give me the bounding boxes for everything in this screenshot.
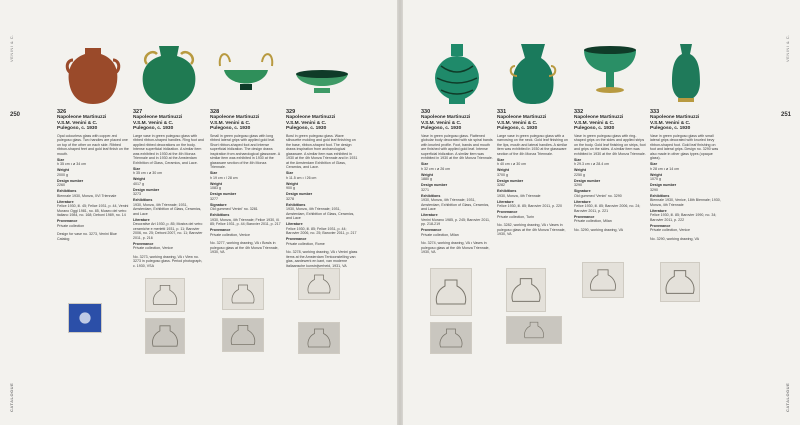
- catalogue-entry: [574, 38, 646, 232]
- entry-description: Large vase in green pulegoso glass with a narrowing on the neck. Gold leaf finishing on the lips, mouth and lateral handles. A similar item was exhibited in 1930 at the glassware section of the 4th Monza Triennale.: [497, 133, 568, 156]
- entry-description: Vase in green pulegoso glass. Flattened globular body decorated with six spiral bands with knurled profile. Foot, bands and mouth are finished with applied gold leaf. Intense superficial iridization. A similar item was exhibited in 1930 at the 4th Monza Triennale.: [421, 133, 493, 161]
- literature-label: Literature: [286, 222, 303, 227]
- entry-number: 330: [421, 109, 431, 115]
- literature-label: Literature: [497, 199, 514, 204]
- design-number-label: Design number: [210, 192, 237, 197]
- vase-photo-shape: [427, 40, 487, 106]
- weight-value: 2250 g: [574, 172, 585, 177]
- entry-maker: V.S.M. Venini & C.: [421, 120, 462, 126]
- provenance-label: Provenance: [497, 210, 518, 215]
- sketch-lines-icon: [661, 263, 699, 301]
- design-number-label: Design number: [497, 178, 524, 183]
- vase-photo-shape: [292, 40, 352, 106]
- exhibitions-label: Exhibitions: [650, 193, 670, 198]
- provenance-value: Private collection, Venice: [133, 246, 173, 251]
- entry-description: Vase in green pulegoso glass with ring-shaped grips on the sides and applied strips on the body. Gold leaf finishing on strips, foot and grips on the sides. A similar item was exhibited in 1930 at the 4th Monza Triennale.: [574, 133, 646, 156]
- design-number-value: 3277: [210, 196, 218, 201]
- size-label: Size: [133, 166, 141, 171]
- literature-label: Exhibitions: [210, 213, 230, 218]
- provenance-value: Private collection, Turin: [497, 214, 535, 219]
- entry-designer: Napoleone Martinuzzi: [57, 115, 107, 120]
- weight-value: 1880 g: [421, 177, 432, 182]
- exhibitions-label: Signature: [574, 189, 591, 194]
- exhibitions-label: Exhibitions: [497, 189, 517, 194]
- vase-photo: [286, 38, 358, 106]
- provenance-value: Private collection, Venice: [210, 232, 250, 237]
- provenance-label: Provenance: [574, 214, 595, 219]
- provenance-label: Provenance: [57, 219, 78, 224]
- sketch-lines-icon: [223, 319, 263, 351]
- archive-photo: [430, 322, 472, 354]
- photo-caption: No. 3282, working drawing, VA • Vases in pulegoso glass at the 4th Monza Triennale, 1930, VA: [497, 223, 566, 237]
- photo-caption: No. 3290, working drawing, VA: [650, 236, 700, 241]
- running-head-right: VENINI & C.: [785, 34, 790, 62]
- exhibitions-value: Biennale 1930, Monza, XVI Triennale: [57, 193, 117, 198]
- weight-value: 1083 g: [210, 186, 221, 191]
- size-label: Size: [210, 171, 218, 176]
- weight-label: Weight: [286, 181, 298, 186]
- entry-maker: V.S.M. Venini & C.: [57, 120, 98, 126]
- provenance-value: Private collection, Milan: [421, 232, 459, 237]
- entry-model: Pulegoso, c. 1930: [574, 126, 615, 132]
- vase-photo-shape: [216, 40, 276, 106]
- entry-model: Pulegoso, c. 1930: [133, 126, 174, 132]
- entry-maker: V.S.M. Venini & C.: [133, 120, 174, 126]
- exhibitions-label: Exhibitions: [286, 202, 306, 207]
- weight-label: Weight: [421, 172, 433, 177]
- catalogue-entry: [497, 38, 569, 237]
- provenance-label: Provenance: [133, 241, 154, 246]
- entry-maker: V.S.M. Venini & C.: [497, 120, 538, 126]
- entry-number: 333: [650, 109, 660, 115]
- size-value: h 11.5 cm • l 26 cm: [286, 175, 317, 180]
- working-drawing: [506, 268, 546, 312]
- archive-photo: [506, 316, 562, 344]
- photo-caption: No. 3278, working drawing, VA • Venini glass items at the Amsterdam Tentoonstelling van glas, aardewerk en kant, van moderne Italiaansche kunstnijverheid, 1931, VA: [286, 250, 358, 268]
- exhibitions-label: Exhibitions: [133, 198, 153, 203]
- catalogue-entry: [650, 38, 722, 241]
- vase-photo: [421, 38, 493, 106]
- catalogue-entry: [57, 38, 129, 241]
- entry-description: Small in green pulegoso glass with long ribbed lateral grips with applied gold leaf. Short ribbon-shaped foot and intense superficial iridization. The design draws inspiration from archaeological glassware. A similar item was exhibited in 1930 at the glassware section of the 4th Monza Triennale.: [210, 133, 280, 170]
- provenance-value: Private collection, Rome: [286, 241, 325, 246]
- weight-value: 3700 g: [497, 172, 508, 177]
- entry-designer: Napoleone Martinuzzi: [421, 115, 471, 120]
- working-drawing: [222, 278, 264, 310]
- literature-value: Felice 1930, ill. 45; Felice 1931, p. 44, Venini Murano Oggi 1981, no. 85, Museo del vetro italiano 1984, no. 168; Deboni 1989, no. 14: [57, 204, 129, 218]
- entry-number: 329: [286, 109, 296, 115]
- literature-value: Venini Murano 1985, p. 245; Barovier 2011, pp. 218-219: [421, 217, 491, 227]
- literature-value: Felice 1930, ill. 85; Barovier 2011, p. 220: [497, 204, 563, 209]
- design-number-label: Design number: [574, 178, 601, 183]
- catalogue-entry: [286, 38, 358, 268]
- vase-photo: [57, 38, 129, 106]
- entry-designer: Napoleone Martinuzzi: [286, 115, 336, 120]
- exhibitions-value: 1930, Monza, 4th Triennale; 1931, Amsterdam, Exhibition of Glass, Ceramics, and Lace: [133, 202, 202, 216]
- catalogue-entry: [421, 38, 493, 255]
- design-number-value: 3282: [497, 183, 505, 188]
- design-number-value: 3278: [286, 196, 294, 201]
- sketch-lines-icon: [583, 263, 623, 297]
- exhibitions-value: 1930, Monza, 4th Triennale: [497, 193, 541, 198]
- entry-designer: Napoleone Martinuzzi: [574, 115, 624, 120]
- vase-photo-shape: [656, 40, 716, 106]
- vase-photo: [133, 38, 205, 106]
- size-label: Size: [57, 157, 65, 162]
- provenance-label: Provenance: [210, 228, 231, 233]
- sketch-lines-icon: [431, 323, 471, 353]
- vase-photo: [574, 38, 646, 106]
- literature-value: Felice 1930, ill. 85; Barovier 1990, no. 34; Barovier 2011, p. 222: [650, 213, 717, 222]
- entry-designer: Napoleone Martinuzzi: [133, 115, 183, 120]
- vase-photo-shape: [503, 40, 563, 106]
- weight-value: 2000 g: [57, 172, 68, 177]
- entry-model: Pulegoso, c. 1930: [497, 126, 538, 132]
- entry-model: Pulegoso, c. 1930: [286, 126, 327, 132]
- literature-value: 1930, Monza, 4th Triennale; Felice 1930, ill. 85; Felice 1931, p. 44; Barovier 2011, p. 217: [210, 217, 281, 227]
- vase-photo-shape: [63, 40, 123, 106]
- size-label: Size: [421, 162, 429, 167]
- provenance-label: Provenance: [650, 223, 671, 228]
- working-drawing: [660, 262, 700, 302]
- weight-label: Weight: [133, 177, 145, 182]
- exhibitions-value: Biennale 1930, Venice, 18th Biennale; 1930, Monza, 4th Triennale: [650, 198, 721, 207]
- size-value: h 32 cm • ø 26 cm: [421, 166, 451, 171]
- entry-description: Opal colourless glass with copper-red pulegoso glass. Two handles are placed one on top of the other on each side. Ribbed ribbon-shaped feet and gold leaf finish on the mouth.: [57, 133, 129, 156]
- design-number-value: 3273: [133, 192, 141, 197]
- literature-value: Felice 1930, ill. 85; Barovier 2006, no. 24; Barovier 2011, p. 221: [574, 204, 641, 213]
- entry-maker: V.S.M. Venini & C.: [210, 120, 251, 126]
- catalog-swatch: [68, 303, 102, 333]
- page-number-left: 250: [10, 112, 21, 118]
- size-value: h 19 cm • l 28 cm: [210, 175, 238, 180]
- weight-label: Weight: [57, 168, 69, 173]
- vase-photo-shape: [580, 40, 640, 106]
- exhibitions-value: 1930, Monza, 4th Triennale; 1931, Amsterdam, Exhibition of Glass, Ceramics, and Lace: [421, 198, 490, 212]
- entry-designer: Napoleone Martinuzzi: [650, 115, 700, 120]
- literature-label: Literature: [574, 199, 591, 204]
- photo-caption: No. 3277, working drawing, VA • Bowls in pulegoso glass at the 4th Monza Triennale, 1930, VA: [210, 241, 279, 255]
- weight-label: Weight: [650, 172, 662, 177]
- design-number-label: Design number: [57, 178, 84, 183]
- archive-photo: [298, 322, 340, 354]
- design-number-value: 3271: [421, 187, 429, 192]
- literature-value: Decorative Art 1930, p. 85; Mostra del vetro ceramiche e merletti 1931, p. 11; Barovier 2006, no. 25; Deboni 2007, no. 11; Barovier 2011, p. 216: [133, 222, 203, 240]
- entry-number: 327: [133, 109, 143, 115]
- exhibitions-label: Signature: [210, 202, 227, 207]
- working-drawing: [430, 268, 472, 316]
- provenance-label: Provenance: [286, 237, 307, 242]
- weight-value: 1070 g: [650, 177, 661, 182]
- entry-model: Pulegoso, c. 1930: [421, 126, 462, 132]
- entry-description: Vase in green pulegoso glass with small lateral grips decorated with knurled bevy ribbon-shaped foot. Gold leaf finishing on foot and lateral grips. Design no. 3290 was also made in other glass types (opaque glass).: [650, 133, 719, 161]
- exhibitions-label: Exhibitions: [57, 189, 77, 194]
- working-drawing: [298, 268, 340, 300]
- weight-label: Weight: [497, 168, 509, 173]
- photo-caption: Design for vase no. 3273, Venini Blue Catalog: [57, 232, 117, 241]
- page-number-right: 251: [781, 112, 792, 118]
- entry-designer: Napoleone Martinuzzi: [497, 115, 547, 120]
- design-number-label: Design number: [133, 187, 160, 192]
- archive-photo: [145, 318, 185, 354]
- working-drawing: [145, 278, 185, 312]
- literature-label: Literature: [133, 217, 150, 222]
- size-value: h 35 cm • ø 30 cm: [133, 171, 163, 176]
- weight-label: Weight: [574, 168, 586, 173]
- weight-value: 900 g: [286, 186, 295, 191]
- sketch-lines-icon: [299, 269, 339, 299]
- entry-description: Large vase in green pulegoso glass with ribbed ribbon-shaped handles. Ring foot and applied ribbed decorations on the body. Intense superficial iridization. A similar item was exhibited in 1930 at the 4th Monza Triennale and in 1930 at the Amsterdam Exhibition of Glass, Ceramics, and Lace.: [133, 133, 204, 165]
- size-value: h 28 cm • ø 14 cm: [650, 166, 680, 171]
- design-number-label: Design number: [650, 183, 677, 188]
- provenance-label: Provenance: [421, 228, 442, 233]
- entry-model: Pulegoso, c. 1930: [650, 126, 691, 132]
- literature-value: Felice 1930, ill. 85; Felice 1931, p. 44; Barovier 2006, no. 25; Barovier 2011, p. 217: [286, 226, 357, 236]
- running-head-left: VENINI & C.: [9, 34, 14, 62]
- photo-caption: No. 3290, working drawing, VA: [574, 227, 624, 232]
- footer-label-right: CATALOGUE: [785, 382, 790, 412]
- size-value: h 29.3 cm • ø 28.4 cm: [574, 162, 610, 167]
- design-number-value: 3290: [650, 187, 658, 192]
- size-label: Size: [286, 171, 294, 176]
- size-value: h 35 cm • ø 34 cm: [57, 162, 87, 167]
- vase-photo: [210, 38, 282, 106]
- exhibitions-label: Exhibitions: [421, 193, 441, 198]
- catalogue-entry: [133, 38, 205, 268]
- size-label: Size: [497, 157, 505, 162]
- entry-designer: Napoleone Martinuzzi: [210, 115, 260, 120]
- literature-label: Literature: [421, 213, 438, 218]
- literature-label: Literature: [650, 208, 667, 213]
- provenance-value: Private collection: [57, 223, 85, 228]
- photo-caption: No. 3274, working drawing, VA • Vases in pulegoso glass at the 4th Monza Triennale, 1930, VA: [421, 241, 490, 255]
- vase-photo: [650, 38, 722, 106]
- sketch-lines-icon: [507, 269, 545, 311]
- entry-maker: V.S.M. Venini & C.: [650, 120, 691, 126]
- entry-description: Bowl in green pulegoso glass. Wave silhouette molding and gold leaf finishing on the base, ribbon-shaped foot. The design draws inspiration from archaeological glassware. A similar item was exhibited in 1930 at the 4th Monza Triennale and in 1931 at the Amsterdam Exhibition of Glass, Ceramics, and Lace.: [286, 133, 358, 170]
- entry-maker: V.S.M. Venini & C.: [286, 120, 327, 126]
- entry-model: Pulegoso, c. 1930: [57, 126, 98, 132]
- weight-label: Weight: [210, 181, 222, 186]
- size-label: Size: [650, 162, 658, 167]
- exhibitions-value: Old gummed 'Venini' no. 3281: [210, 207, 258, 212]
- provenance-value: Private collection, Venice: [650, 228, 690, 233]
- entry-model: Pulegoso, c. 1930: [210, 126, 251, 132]
- entry-number: 326: [57, 109, 67, 115]
- vase-photo: [497, 38, 569, 106]
- working-drawing: [582, 262, 624, 298]
- provenance-value: Private collection, Milan: [574, 219, 612, 224]
- sketch-lines-icon: [146, 279, 184, 311]
- entry-number: 328: [210, 109, 220, 115]
- exhibitions-value: Old gummed 'Venini' no. 3290: [574, 193, 622, 198]
- vase-photo-shape: [139, 40, 199, 106]
- design-number-label: Design number: [421, 183, 448, 188]
- design-number-label: Design number: [286, 192, 313, 197]
- sketch-lines-icon: [431, 269, 471, 315]
- swatch-mark-icon: [69, 304, 101, 332]
- footer-label-left: CATALOGUE: [9, 382, 14, 412]
- entry-number: 331: [497, 109, 507, 115]
- weight-value: 4017 g: [133, 181, 144, 186]
- size-label: Size: [574, 157, 582, 162]
- sketch-lines-icon: [223, 279, 263, 309]
- photo-caption: No. 3273, working drawing, VA • View no. 3273 in pulegoso glass. Period photograph, c. 1930, VSA: [133, 254, 203, 268]
- design-number-value: 2260: [57, 183, 65, 188]
- design-number-value: 3290: [574, 183, 582, 188]
- entry-maker: V.S.M. Venini & C.: [574, 120, 615, 126]
- sketch-lines-icon: [507, 317, 561, 343]
- catalogue-entry: [210, 38, 282, 255]
- sketch-lines-icon: [299, 323, 339, 353]
- archive-photo: [222, 318, 264, 352]
- sketch-lines-icon: [146, 319, 184, 353]
- entry-number: 332: [574, 109, 584, 115]
- exhibitions-value: 1930, Monza, 4th Triennale; 1931, Amsterdam, Exhibition of Glass, Ceramics, and Lace: [286, 207, 355, 221]
- literature-label: Literature: [57, 199, 74, 204]
- size-value: h 40 cm • ø 30 cm: [497, 162, 527, 167]
